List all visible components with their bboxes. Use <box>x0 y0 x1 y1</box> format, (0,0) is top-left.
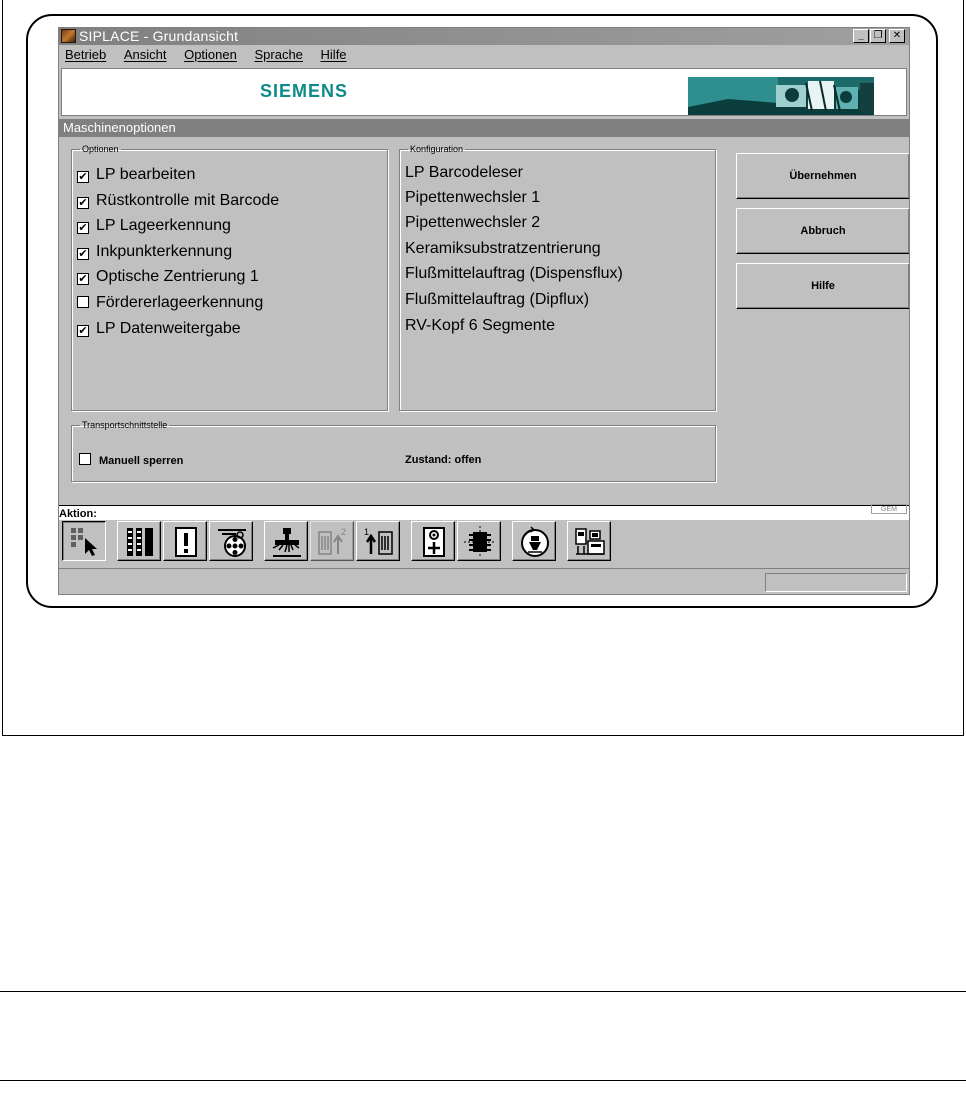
option-inkpunkterkennung[interactable] <box>77 241 232 263</box>
machine-photo <box>688 77 874 115</box>
config-item: Flußmittelauftrag (Dispensflux) <box>405 265 623 282</box>
stack-level-2-icon[interactable] <box>310 521 354 561</box>
grid-columns-icon[interactable] <box>117 521 161 561</box>
transport-legend: Transportschnittstelle <box>82 420 168 430</box>
options-legend: Optionen <box>82 144 119 154</box>
svg-text:1: 1 <box>364 527 370 537</box>
checkbox[interactable]: ✔ <box>78 248 88 260</box>
title-bar[interactable] <box>59 28 909 45</box>
option-ruestkontrolle-barcode[interactable] <box>77 190 279 212</box>
menu-ansicht[interactable]: Ansicht <box>123 47 167 62</box>
config-item: RV-Kopf 6 Segmente <box>405 317 556 334</box>
page-rule-lower <box>0 1080 966 1081</box>
window-title: SIPLACE - Grundansicht <box>79 28 239 44</box>
gem-badge: GEM <box>871 504 907 514</box>
menu-optionen[interactable]: Optionen <box>184 47 237 62</box>
checkbox[interactable]: ✔ <box>78 222 88 234</box>
brand-banner <box>61 68 907 116</box>
option-label: Optische Zentrierung 1 <box>96 268 259 285</box>
checkbox[interactable]: ✔ <box>78 273 88 285</box>
config-legend: Konfiguration <box>410 144 464 154</box>
menu-betrieb[interactable]: Betrieb <box>65 47 107 62</box>
action-label: Aktion: <box>59 508 97 520</box>
option-lp-bearbeiten[interactable] <box>77 164 195 186</box>
nozzle-change-icon[interactable] <box>512 521 556 561</box>
checkbox[interactable]: ✔ <box>78 325 88 337</box>
option-foerdererlageerkennung[interactable] <box>77 292 263 314</box>
status-field <box>765 573 907 592</box>
menu-bar <box>59 45 909 65</box>
config-list <box>399 162 716 352</box>
option-label: LP Datenweitergabe <box>96 320 241 337</box>
restore-button[interactable]: ❐ <box>870 29 886 43</box>
select-pointer-icon[interactable] <box>62 521 106 561</box>
action-band <box>59 506 909 520</box>
transport-status: Zustand: offen <box>405 454 482 466</box>
option-label: Inkpunkterkennung <box>96 243 233 260</box>
checkbox[interactable]: ✔ <box>78 197 88 209</box>
checkbox[interactable] <box>79 453 91 465</box>
menu-sprache[interactable]: Sprache <box>254 47 303 62</box>
option-label: LP Lageerkennung <box>96 217 231 234</box>
alert-exclamation-icon[interactable] <box>163 521 207 561</box>
section-header: Maschinenoptionen <box>59 119 909 137</box>
checkbox[interactable]: ✔ <box>78 171 88 183</box>
cancel-button[interactable]: Abbruch <box>736 208 910 254</box>
siemens-logo: SIEMENS <box>260 81 349 101</box>
svg-text:2: 2 <box>341 527 347 537</box>
apply-button[interactable]: Übernehmen <box>736 153 910 199</box>
status-bar <box>59 568 909 595</box>
close-button[interactable]: ✕ <box>889 29 905 43</box>
config-item: Pipettenwechsler 1 <box>405 189 541 206</box>
option-lp-lageerkennung[interactable] <box>77 215 231 237</box>
option-label: Fördererlageerkennung <box>96 294 264 311</box>
option-optische-zentrierung[interactable] <box>77 266 259 288</box>
option-label: LP bearbeiten <box>96 166 196 183</box>
config-item: Flußmittelauftrag (Dipflux) <box>405 291 590 308</box>
config-item: LP Barcodeleser <box>405 164 523 181</box>
config-item: Pipettenwechsler 2 <box>405 214 541 231</box>
placement-head-icon[interactable] <box>264 521 308 561</box>
minimize-button[interactable]: _ <box>853 29 869 43</box>
config-item: Keramiksubstratzentrierung <box>405 240 601 257</box>
feeder-reel-icon[interactable] <box>209 521 253 561</box>
menu-hilfe[interactable]: Hilfe <box>320 47 347 62</box>
transport-group <box>71 420 716 482</box>
app-logo-icon[interactable] <box>61 29 76 43</box>
option-label: Rüstkontrolle mit Barcode <box>96 192 280 209</box>
options-list <box>71 164 388 354</box>
page-rule-upper <box>0 991 966 992</box>
manual-lock-option[interactable] <box>79 453 183 467</box>
stack-level-1-icon[interactable] <box>356 521 400 561</box>
help-button[interactable]: Hilfe <box>736 263 910 309</box>
component-chip-icon[interactable] <box>457 521 501 561</box>
checkbox[interactable] <box>77 296 89 308</box>
machine-station-icon[interactable] <box>567 521 611 561</box>
app-window <box>58 27 910 595</box>
camera-add-icon[interactable] <box>411 521 455 561</box>
option-lp-datenweitergabe[interactable] <box>77 318 241 340</box>
manual-lock-label: Manuell sperren <box>99 455 184 467</box>
